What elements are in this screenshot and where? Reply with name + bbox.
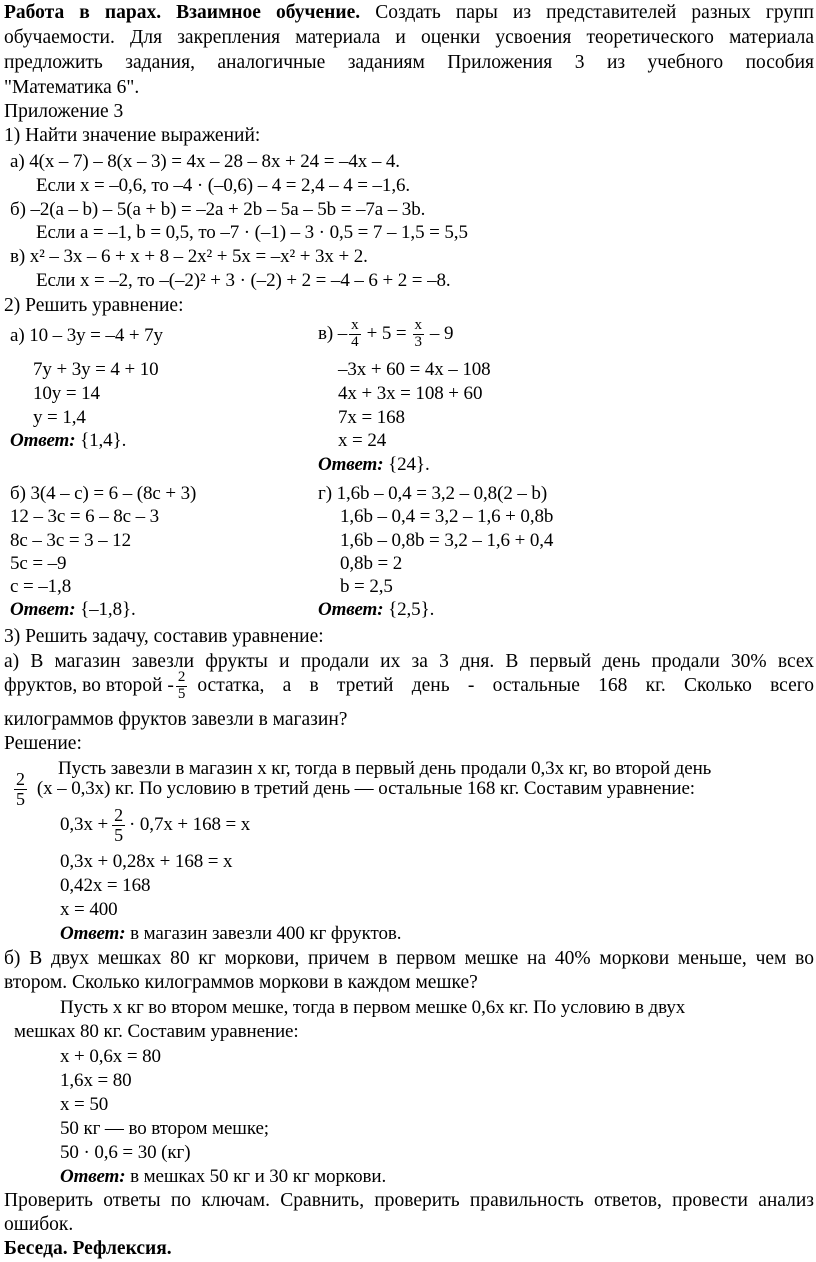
sol-a-line2 <box>12 770 695 809</box>
task1-heading: 1) Найти значение выражений: <box>4 125 261 146</box>
sol-a-eq1-pre: 0,3x + <box>60 814 109 836</box>
solution-label: Решение: <box>4 733 82 754</box>
task3-a-frac-den: 5 <box>177 685 186 702</box>
task1-c-expr: x² – 3x – 6 + x + 8 – 2x² + 5x = –x² + 3x + 2. <box>29 246 368 267</box>
sol-a-answer-value: в магазин завезли 400 кг фруктов. <box>130 923 402 944</box>
eq-v-frac1-den: 4 <box>351 333 359 350</box>
task3-a-line2 <box>4 670 814 703</box>
sol-a-line2-text: (x – 0,3x) кг. По условию в третий день — остальные 168 кг. Составим уравнение: <box>36 778 695 800</box>
eq-g-answer <box>318 598 434 622</box>
task1-b-if: Если a = –1, b = 0,5, то –7 · (–1) – 3 · 0,5 = 7 – 1,5 = 5,5 <box>36 222 468 243</box>
eq-b-step1: 12 – 3c = 6 – 8c – 3 <box>10 506 160 527</box>
section-title: Работа в парах. Взаимное обучение. <box>4 2 361 23</box>
appendix-label: Приложение 3 <box>4 101 124 122</box>
eq-a: а) 10 – 3y = –4 + 7y <box>10 325 163 346</box>
eq-v-answer-value: {24}. <box>388 454 430 475</box>
eq-a-answer-value: {1,4}. <box>80 430 127 451</box>
task1-b-label: б) <box>10 199 26 220</box>
sol-b-eq1: x + 0,6x = 80 <box>60 1046 161 1067</box>
eq-v-frac2-num: x <box>414 317 422 333</box>
task1-c-if: Если x = –2, то –(–2)² + 3 · (–2) + 2 = –4 – 6 + 2 = –8. <box>36 270 451 291</box>
eq-g: г) 1,6b – 0,4 = 3,2 – 0,8(2 – b) <box>318 483 548 504</box>
closing-final: Беседа. Рефлексия. <box>4 1238 172 1259</box>
sol-b-eq3: x = 50 <box>60 1094 109 1115</box>
sol-b-answer-value: в мешках 50 кг и 30 кг моркови. <box>130 1166 387 1187</box>
answer-label: Ответ: <box>60 1166 126 1187</box>
sol-a-frac <box>14 770 27 809</box>
task1-c <box>10 245 368 269</box>
sol-a-frac-den: 5 <box>16 788 25 809</box>
answer-label: Ответ: <box>10 430 76 451</box>
closing-line1: Проверить ответы по ключам. Сравнить, проверить правильность ответов, провести анализ <box>4 1190 814 1211</box>
task1-a-label: а) <box>10 151 25 172</box>
sol-a-eq1-frac-num: 2 <box>114 805 124 825</box>
sol-a-eq1-post: · 0,7x + 168 = x <box>129 814 251 836</box>
eq-g-step2: 1,6b – 0,8b = 3,2 – 1,6 + 0,4 <box>340 530 554 551</box>
sol-b-eq2: 1,6x = 80 <box>60 1070 132 1091</box>
task3-a-frac-num: 2 <box>177 669 186 685</box>
eq-a-step3: y = 1,4 <box>33 407 86 428</box>
eq-g-answer-value: {2,5}. <box>388 599 435 620</box>
sol-a-eq1-frac-den: 5 <box>114 824 124 845</box>
task1-a-expr: 4(x – 7) – 8(x – 3) = 4x – 28 – 8x + 24 = –4x – 4. <box>29 151 400 172</box>
eq-g-step3: 0,8b = 2 <box>340 553 403 574</box>
task3-a-line2-post: остатка, а в третий день - остальные 168 кг. Сколько всего <box>197 674 814 696</box>
answer-label: Ответ: <box>318 599 384 620</box>
task1-c-label: в) <box>10 246 26 267</box>
sol-b-line2: мешках 80 кг. Составим уравнение: <box>14 1021 299 1042</box>
eq-v <box>318 318 453 351</box>
sol-a-eq3: 0,42x = 168 <box>60 875 151 896</box>
closing-line2: ошибок. <box>4 1214 74 1235</box>
sol-b-eq5: 50 · 0,6 = 30 (кг) <box>60 1142 191 1163</box>
eq-v-step4: x = 24 <box>338 430 387 451</box>
sol-a-frac-num: 2 <box>16 769 25 789</box>
answer-label: Ответ: <box>318 454 384 475</box>
answer-label: Ответ: <box>10 599 76 620</box>
eq-v-frac2 <box>413 318 424 351</box>
task3-a-frac <box>176 670 188 703</box>
intro-line-1 <box>4 1 814 26</box>
task3-a-line3: килограммов фруктов завезли в магазин? <box>4 709 348 730</box>
eq-v-step3: 7x = 168 <box>338 407 405 428</box>
task3-heading: 3) Решить задачу, составив уравнение: <box>4 626 324 647</box>
sol-a-eq2: 0,3x + 0,28x + 168 = x <box>60 851 233 872</box>
eq-b-step3: 5c = –9 <box>10 553 67 574</box>
sol-b-answer <box>60 1165 386 1189</box>
sol-a-eq1-frac <box>112 806 125 845</box>
eq-a-answer <box>10 429 126 453</box>
intro-text: Создать пары из представителей разных групп <box>375 2 814 23</box>
task1-b-expr: –2(a – b) – 5(a + b) = –2a + 2b – 5a – 5b = –7a – 3b. <box>30 199 426 220</box>
eq-b-step2: 8c – 3c = 3 – 12 <box>10 530 131 551</box>
eq-b: б) 3(4 – c) = 6 – (8c + 3) <box>10 483 197 504</box>
task3-a-line1: а) В магазин завезли фрукты и продали их за 3 дня. В первый день продали 30% всех <box>4 651 814 672</box>
task2-heading: 2) Решить уравнение: <box>4 295 184 316</box>
sol-b-line1: Пусть x кг во втором мешке, тогда в первом мешке 0,6x кг. По условию в двух <box>60 997 686 1018</box>
eq-g-step1: 1,6b – 0,4 = 3,2 – 1,6 + 0,8b <box>340 506 554 527</box>
answer-label: Ответ: <box>60 923 126 944</box>
intro-line-2: обучаемости. Для закрепления материала и оценки усвоения теоретического материала <box>4 27 814 48</box>
sol-a-eq1 <box>60 806 250 845</box>
task3-b-line2: втором. Сколько килограммов моркови в каждом мешке? <box>4 972 478 993</box>
sol-a-line1: Пусть завезли в магазин x кг, тогда в первый день продали 0,3x кг, во второй день <box>58 758 712 779</box>
eq-v-mid: + 5 = <box>366 323 407 345</box>
intro-line-4: "Математика 6". <box>4 77 140 98</box>
eq-v-tail: – 9 <box>429 323 454 345</box>
eq-v-label: в) – <box>318 323 348 345</box>
eq-b-answer-value: {–1,8}. <box>80 599 136 620</box>
eq-a-step1: 7y + 3y = 4 + 10 <box>33 359 159 380</box>
eq-v-frac1-num: x <box>351 317 359 333</box>
task1-a <box>10 150 400 174</box>
eq-b-step4: c = –1,8 <box>10 576 72 597</box>
task1-b <box>10 198 425 222</box>
eq-v-frac1 <box>349 318 360 351</box>
eq-v-step1: –3x + 60 = 4x – 108 <box>338 359 491 380</box>
task3-a-line2-pre: фруктов, во второй - <box>4 674 174 696</box>
intro-line-3: предложить задания, аналогичные заданиям Приложения 3 из учебного пособия <box>4 52 814 73</box>
eq-g-step4: b = 2,5 <box>340 576 393 597</box>
task3-b-line1: б) В двух мешках 80 кг моркови, причем в первом мешке на 40% моркови меньше, чем во <box>4 948 814 969</box>
eq-b-answer <box>10 598 136 622</box>
sol-a-eq4: x = 400 <box>60 899 118 920</box>
sol-a-answer <box>60 922 401 946</box>
sol-b-eq4: 50 кг — во втором мешке; <box>60 1118 269 1139</box>
eq-a-step2: 10y = 14 <box>33 383 100 404</box>
eq-v-answer <box>318 453 430 477</box>
eq-v-step2: 4x + 3x = 108 + 60 <box>338 383 483 404</box>
task1-a-if: Если x = –0,6, то –4 · (–0,6) – 4 = 2,4 – 4 = –1,6. <box>36 175 411 196</box>
eq-v-frac2-den: 3 <box>414 333 422 350</box>
